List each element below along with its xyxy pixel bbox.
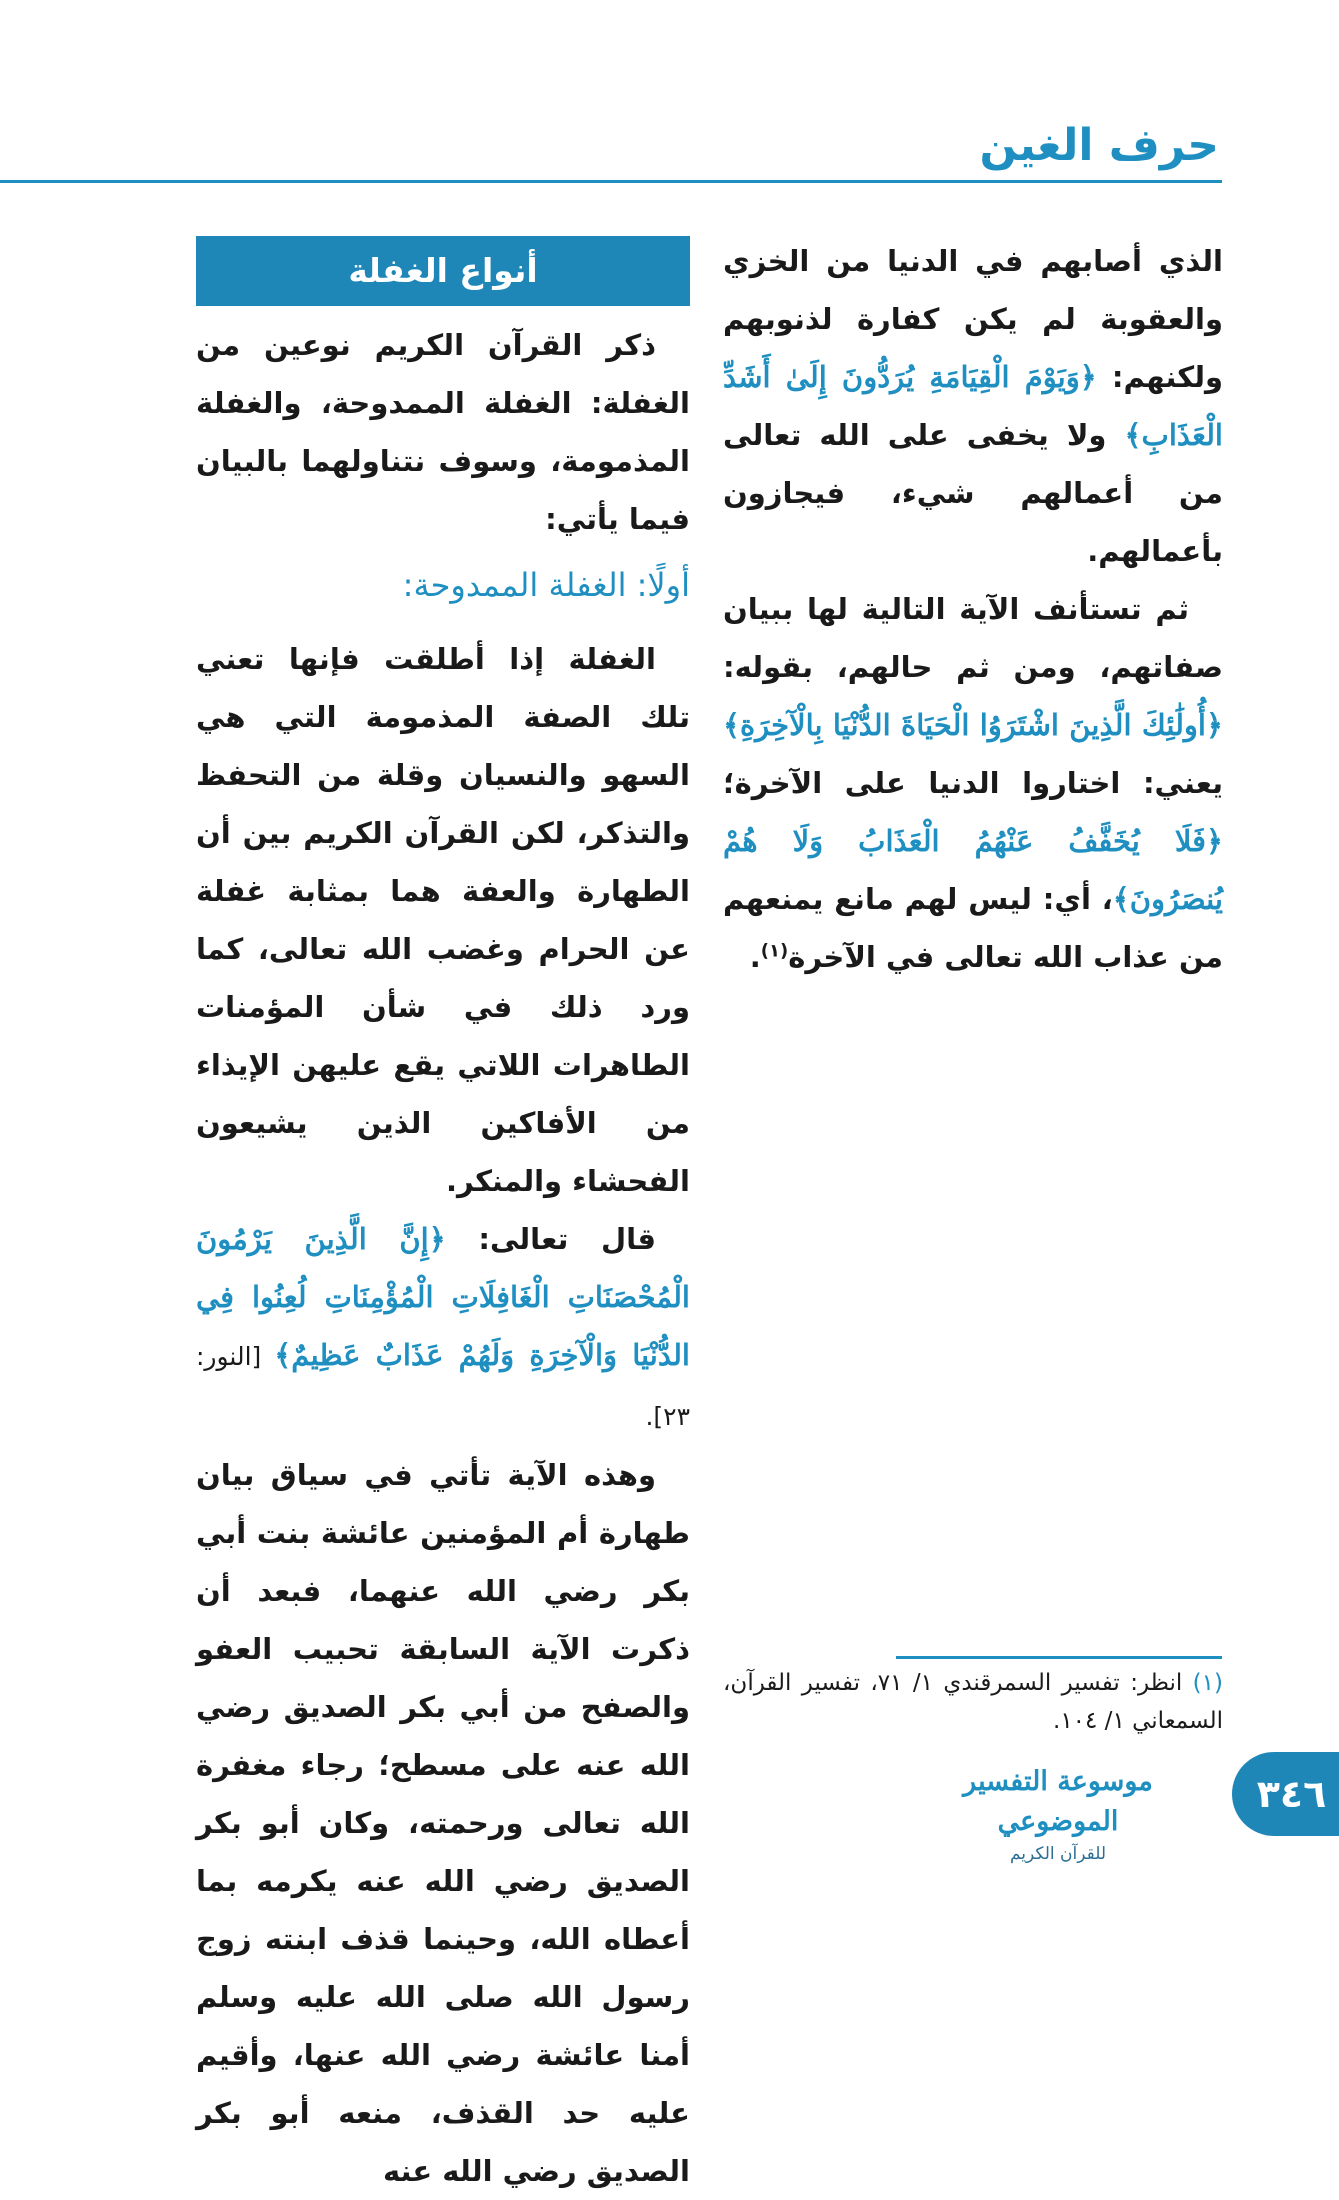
intro-paragraph: ذكر القرآن الكريم نوعين من الغفلة: الغفلة الممدوحة، والغفلة المذمومة، وسوف نتناولهما بالبيان فيما يأتي: [196, 328, 690, 536]
text: الذي أصابهم في الدنيا من الخزي والعقوبة لم يكن كفارة لذنوبهم ولكنهم: [723, 244, 1223, 394]
quran-verse: ﴿وَيَوْمَ الْقِيَامَةِ يُرَدُّونَ إِلَىٰ أَشَدِّ الْعَذَابِ﴾ [723, 360, 1223, 452]
quran-verse: ﴿إِنَّ الَّذِينَ يَرْمُونَ الْمُحْصَنَاتِ الْغَافِلَاتِ الْمُؤْمِنَاتِ لُعِنُوا فِي الدُّنْيَا وَالْآخِرَةِ وَلَهُمْ عَذَابٌ عَظِيمٌ﴾ [196, 1222, 690, 1372]
paragraph: الغفلة إذا أطلقت فإنها تعني تلك الصفة المذمومة التي هي السهو والنسيان وقلة من التحفظ والتذكر، لكن القرآن الكريم بين أن الطهارة والعفة هما بمثابة غفلة عن الحرام وغضب الله تعالى، كما ورد ذلك في شأن المؤمنات الطاهرات اللاتي يقع عليهن الإيذاء من الأفاكين الذين يشيعون الفحشاء والمنكر. [196, 642, 690, 1198]
page-number: ٣٤٦ [1256, 1772, 1327, 1816]
logo-title: موسوعة التفسير الموضوعي [963, 1766, 1153, 1837]
paragraph [723, 232, 1223, 580]
header-rule [0, 180, 1222, 183]
right-column [723, 232, 1223, 986]
text: قال تعالى: [445, 1222, 656, 1256]
running-header-title: حرف الغين [979, 120, 1219, 171]
section-title: أنواع الغفلة [196, 236, 690, 306]
paragraph: وهذه الآية تأتي في سياق بيان طهارة أم المؤمنين عائشة بنت أبي بكر رضي الله عنهما، فبعد أن ذكرت الآية السابقة تحبيب العفو والصفح من أبي بكر الصديق رضي الله عنه على مسطح؛ رجاء مغفرة الله تعالى ورحمته، وكان أبو بكر الصديق رضي الله عنه يكرمه بما أعطاه الله، وحينما قذف ابنته زوج رسول الله صلى الله عليه وسلم أمنا عائشة رضي الله عنها، وأقيم عليه حد القذف، منعه أبو بكر الصديق رضي الله عنه [196, 1458, 690, 2188]
text: ثم تستأنف الآية التالية لها ببيان صفاتهم، ومن ثم حالهم، بقوله: [723, 592, 1223, 684]
text: ، أي: ليس لهم مانع يمنعهم من عذاب الله تعالى في الآخرة [723, 882, 1223, 974]
footnote-number: (١) [1192, 1670, 1223, 1696]
footnote-text: انظر: تفسير السمرقندي ١/ ٧١، تفسير القرآن، السمعاني ١/ ١٠٤. [723, 1670, 1223, 1734]
footnote [723, 1664, 1223, 1740]
text: يعني: اختاروا الدنيا على الآخرة؛ [723, 766, 1223, 800]
quran-verse: ﴿فَلَا يُخَفَّفُ عَنْهُمُ الْعَذَابُ وَلَا هُمْ يُنصَرُونَ﴾ [723, 824, 1223, 916]
series-logo [928, 1762, 1188, 1864]
paragraph [723, 580, 1223, 986]
logo-subtitle: للقرآن الكريم [1009, 1844, 1107, 1864]
verse-reference: [النور: ٢٣]. [196, 1342, 690, 1431]
quran-verse: ﴿أُولَٰئِكَ الَّذِينَ اشْتَرَوُا الْحَيَاةَ الدُّنْيَا بِالْآخِرَةِ﴾ [723, 708, 1223, 742]
footnote-marker[interactable]: (١) [760, 940, 789, 962]
footnote-rule [896, 1656, 1222, 1659]
paragraph [196, 1210, 690, 1446]
text: ولا يخفى على الله تعالى من أعمالهم شيء، فيجازون بأعمالهم. [723, 418, 1223, 568]
left-column [196, 236, 690, 2200]
text: . [749, 940, 761, 974]
sub-heading: أولًا: الغفلة الممدوحة: [402, 566, 690, 604]
